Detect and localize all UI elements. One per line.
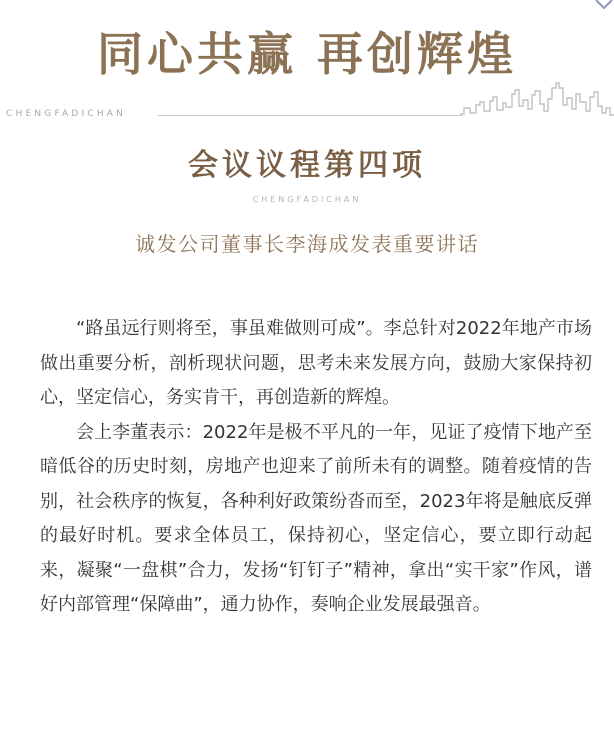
city-skyline-icon [460,80,614,120]
article-paragraph: “路虽远行则将至，事虽难做则可成”。李总针对2022年地产市场做出重要分析，剖析现状问题，思考未来发展方向，鼓励大家保持初心，坚定信心，务实肯干，再创造新的辉煌。 [40,318,592,408]
brand-text-left: CHENGFADICHAN [6,109,127,119]
article-paragraph: 会上李董表示：2022年是极不平凡的一年，见证了疫情下地产至暗低谷的历史时刻，房地产也迎来了前所未有的调整。随着疫情的告别，社会秩序的恢复，各种利好政策纷沓而至，2023年将是触底反弹的最好时机。要求全体员工，保持初心，坚定信心，要立即行动起来，凝聚“一盘棋”合力，发扬“钉钉子”精神，拿出“实干家”作风，谱好内部管理“保障曲”，通力协作，奏响企业发展最强音。 [40,421,592,615]
corner-decoration-icon [594,0,614,12]
speech-heading: 诚发公司董事长李海成发表重要讲话 [135,232,479,256]
article-body [40,312,592,623]
brand-text-center: CHENGFADICHAN [252,195,362,204]
agenda-title: 会议议程第四项 [188,148,426,183]
hero-title: 同心共赢 再创辉煌 [96,27,517,81]
header-divider [158,115,462,116]
